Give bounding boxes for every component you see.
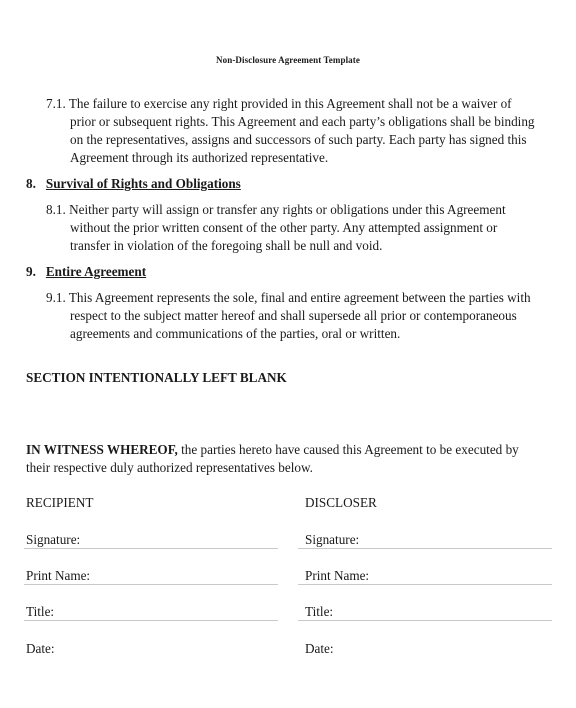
clause-8-1-line-1	[46, 201, 506, 219]
section-blank-heading: SECTION INTENTIONALLY LEFT BLANK	[26, 370, 287, 385]
section-title: Survival of Rights and Obligations	[45, 176, 241, 191]
section-9-heading	[26, 263, 146, 281]
witness-text: the parties hereto have caused this Agreement to be executed by	[177, 442, 519, 457]
recipient-print-name-line[interactable]	[24, 584, 278, 585]
recipient-signature-label: Signature:	[26, 532, 81, 547]
clause-9-1-line-2: respect to the subject matter hereof and shall supersede all prior or contemporaneous	[70, 308, 517, 323]
clause-8-1-line-3: transfer in violation of the foregoing shall be null and void.	[70, 238, 383, 253]
discloser-header: DISCLOSER	[305, 495, 377, 510]
clause-7-1-line-3: on the representatives, assigns and successors of such party. Each party has signed this	[70, 132, 527, 147]
section-8-heading	[26, 175, 241, 193]
recipient-header: RECIPIENT	[26, 495, 94, 510]
discloser-signature-line[interactable]	[298, 548, 552, 549]
recipient-print-name-label: Print Name:	[26, 568, 91, 583]
section-number: 9.	[26, 264, 36, 279]
recipient-title-label: Title:	[26, 604, 55, 619]
section-title: Entire Agreement	[45, 264, 147, 279]
document-title: Non-Disclosure Agreement Template	[216, 55, 360, 65]
section-number: 8.	[26, 176, 36, 191]
witness-lead: IN WITNESS WHEREOF,	[26, 442, 178, 457]
clause-7-1-line-4: Agreement through its authorized representative.	[70, 150, 329, 165]
discloser-title-line[interactable]	[298, 620, 552, 621]
discloser-print-name-line[interactable]	[298, 584, 552, 585]
clause-text: This Agreement represents the sole, final and entire agreement between the parties with	[68, 290, 531, 305]
clause-8-1-line-2: without the prior written consent of the other party. Any attempted assignment or	[70, 220, 498, 235]
clause-number: 7.1.	[46, 96, 66, 111]
witness-line-1	[26, 441, 519, 459]
discloser-signature-label: Signature:	[305, 532, 360, 547]
clause-7-1-line-1	[46, 95, 512, 113]
clause-text: Neither party will assign or transfer any rights or obligations under this Agreement	[69, 202, 506, 217]
recipient-title-line[interactable]	[24, 620, 278, 621]
clause-number: 8.1.	[46, 202, 66, 217]
discloser-print-name-label: Print Name:	[305, 568, 370, 583]
clause-text: The failure to exercise any right provided in this Agreement shall not be a waiver of	[68, 96, 512, 111]
clause-7-1-line-2: prior or subsequent rights. This Agreement and each party’s obligations shall be binding	[70, 114, 535, 129]
discloser-date-label: Date:	[305, 641, 334, 656]
recipient-date-label: Date:	[26, 641, 55, 656]
recipient-signature-line[interactable]	[24, 548, 278, 549]
clause-number: 9.1.	[46, 290, 66, 305]
discloser-title-label: Title:	[305, 604, 334, 619]
witness-line-2: their respective duly authorized representatives below.	[26, 460, 313, 475]
clause-9-1-line-1	[46, 289, 531, 307]
clause-9-1-line-3: agreements and communications of the parties, oral or written.	[70, 326, 401, 341]
